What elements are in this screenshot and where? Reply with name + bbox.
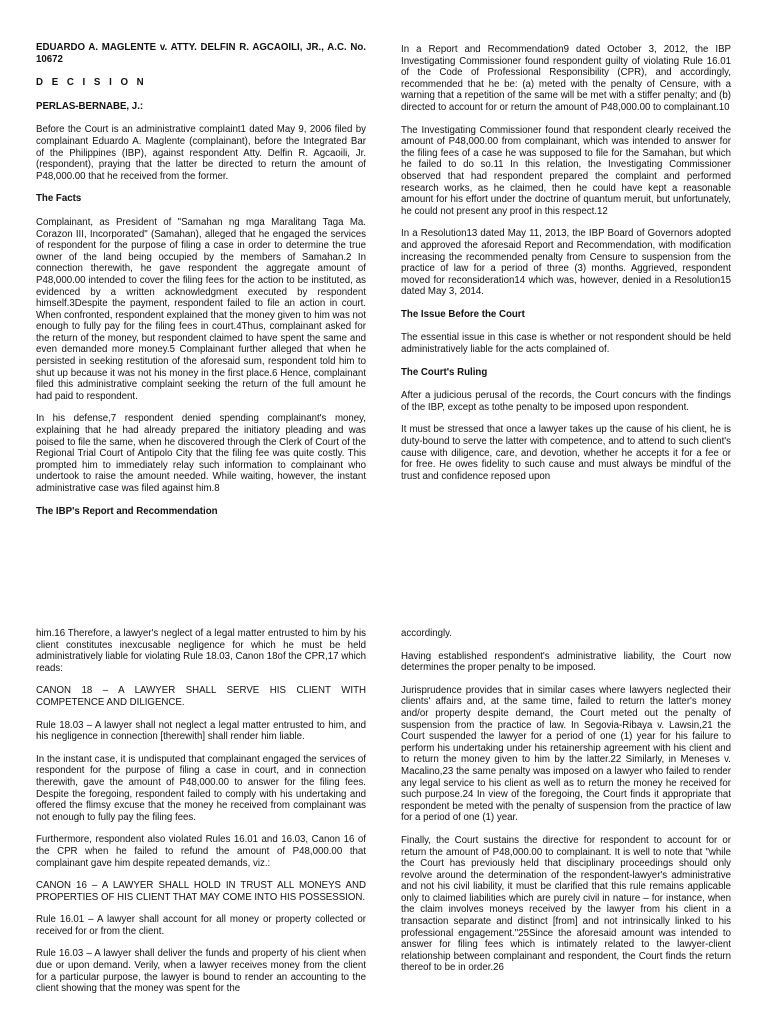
section-heading-facts: The Facts [36,193,82,205]
ponente: PERLAS-BERNABE, J.: [36,100,144,112]
page1-left-column [36,0,366,529]
rule-16-01: Rule 16.01 – A lawyer shall account for all money or property collected or received for or from the client. [36,914,366,937]
canon-16: CANON 16 – A LAWYER SHALL HOLD IN TRUST ALL MONEYS AND PROPERTIES OF HIS CLIENT THAT MAY COME INTO HIS POSSESSION. [36,880,366,903]
paragraph: The essential issue in this case is whether or not respondent should be held administratively liable for the acts complained of. [401,332,731,356]
page-gap [0,562,768,620]
page1-right-column [401,0,731,493]
rule-16-03: Rule 16.03 – A lawyer shall deliver the funds and property of his client when due or upon demand. Verily, when a lawyer receives money from the client for a particular purpose, the lawyer is bound to render an accounting to the client showing that the money was spent for the [36,948,366,995]
paragraph: Having established respondent's administrative liability, the Court now determines the proper penalty to be imposed. [401,650,731,674]
case-title: EDUARDO A. MAGLENTE v. ATTY. DELFIN R. AGCAOILI, JR., A.C. No. 10672 [36,42,366,65]
paragraph: Before the Court is an administrative complaint1 dated May 9, 2006 filed by complainant Eduardo A. Maglente (complainant), before the Integrated Bar of the Philippines (IBP), against respondent Atty. Delfin R. Agcaoili, Jr. (respondent), praying that the latter be directed to return the amount of P48,000.00 that he received from the former. [36,124,366,182]
page2-right-column [401,620,731,985]
page2-left-column [36,620,366,1006]
document-page-2 [0,620,768,1024]
section-heading-issue: The Issue Before the Court [401,308,525,320]
paragraph: In the instant case, it is undisputed that complainant engaged the services of respondent for the purpose of filing a case in court, and in connection therewith, gave the amount of P48,000.00 to answer for the filing fees. Despite the foregoing, respondent failed to comply with his undertaking and offered the flimsy excuse that the money he received from complainant was not enough to fully pay the filing fees. [36,753,366,823]
paragraph: The Investigating Commissioner found that respondent clearly received the amount of P48,000.00 from complainant, which was intended to answer for the filing fees of a case he was supposed to file for the Samahan, but which he failed to do so.11 In this relation, the Investigating Commissioner observed that had respondent prepared the complaint and performed research works, as he claimed, then he could have kept a reasonable amount for his effort under the doctrine of quantum meruit, but unfortunately, he could not present any proof in this respect.12 [401,124,731,217]
paragraph: In a Resolution13 dated May 11, 2013, the IBP Board of Governors adopted and approved the aforesaid Report and Recommendation, with modification increasing the recommended penalty from Censure to suspension from the practice of law for a period of three (3) months. Aggrieved, respondent moved for reconsideration14 which was, however, denied in a Resolution15 dated May 3, 2014. [401,228,731,298]
paragraph: accordingly. [401,628,452,639]
paragraph: It must be stressed that once a lawyer takes up the cause of his client, he is duty-bound to serve the latter with competence, and to attend to such client's cause with diligence, care, and devotion, whether he accepts it for a fee or for free. He owes fidelity to such cause and must always be mindful of the trust and confidence reposed upon [401,424,731,482]
paragraph: Finally, the Court sustains the directive for respondent to account for or return the amount of P48,000.00 to complainant. It is well to note that "while the Court has previously held that disciplinary proceedings should only revolve around the determination of the respondent-lawyer's administrative and not his civil liability, it must be clarified that this rule remains applicable only to claimed liabilities which are purely civil in nature – for instance, when the claim involves moneys received by the lawyer from his client in a transaction separate and distinct [from] and not intrinsically linked to his professional engagement."25Since the aforesaid amount was intended to answer for filing fees which is intimately related to the lawyer-client relationship between complainant and respondent, the Court finds the return thereof to be in order.26 [401,834,731,974]
paragraph: In his defense,7 respondent denied spending complainant's money, explaining that he had already prepared the initiatory pleading and was poised to file the same, when he discovered through the Clerk of Court of the Regional Trial Court of Antipolo City that the filing fee was quite costly. This prompted him to immediately relay such information to complainant who undertook to raise the amount needed. While waiting, however, the instant administrative case was filed against him.8 [36,413,366,494]
paragraph: In a Report and Recommendation9 dated October 3, 2012, the IBP Investigating Commissioner found respondent guilty of violating Rule 16.01 of the Code of Professional Responsibility (CPR), and accordingly, recommended that he be: (a) meted with the penalty of Censure, with a warning that a repetition of the same will be met with a stiffer penalty; and (b) directed to account for or return the amount of P48,000.00 to complainant.10 [401,44,731,113]
paragraph: Jurisprudence provides that in similar cases where lawyers neglected their clients' affairs and, at the same time, failed to return the latter's money and/or property despite demand, the Court meted out the penalty of suspension from the practice of law. In Segovia-Ribaya v. Lawsin,21 the Court suspended the lawyer for a period of one (1) year for his failure to perform his undertaking under his retainership agreement with his client and to return the money given to him by the latter.22 Similarly, in Meneses v. Macalino,23 the same penalty was imposed on a lawyer who failed to render any legal service to his client as well as to return the money he received for such purpose.24 In view of the foregoing, the Court finds it appropriate that respondent be meted with the penalty of suspension from the practice of law for a period of one (1) year. [401,684,731,824]
paragraph: him.16 Therefore, a lawyer's neglect of a legal matter entrusted to him by his client constitutes inexcusable negligence for which he must be held administratively liable for violating Rule 18.03, Canon 18of the CPR,17 which reads: [36,628,366,674]
section-heading-ruling: The Court's Ruling [401,366,488,378]
paragraph: Complainant, as President of "Samahan ng mga Maralitang Taga Ma. Corazon III, Incorporated" (Samahan), alleged that he engaged the services of respondent for the purpose of filing a case in order to determine the true owner of the land being occupied by the members of Samahan.2 In connection therewith, he gave respondent the aggregate amount of P48,000.00 intended to cover the filing fees for the action to be instituted, as evidenced by a written acknowledgment executed by respondent himself.3Despite the payment, respondent failed to file an action in court. When confronted, respondent explained that the money given to him was not enough to fully pay for the filing fees in court.4Thus, complainant asked for the return of the money, but respondent claimed to have spent the same and even demanded more money.5 Complainant further alleged that when he persisted in seeking restitution of the aforesaid sum, respondent told him to shut up because it was not his money in the first place.6 Hence, complainant filed this administrative complaint seeking the return of the full amount he had paid to respondent. [36,216,366,402]
paragraph: After a judicious perusal of the records, the Court concurs with the findings of the IBP, except as tothe penalty to be imposed upon respondent. [401,390,731,413]
decision-heading: D E C I S I O N [36,77,147,89]
canon-18: CANON 18 – A LAWYER SHALL SERVE HIS CLIENT WITH COMPETENCE AND DILIGENCE. [36,685,366,708]
rule-18-03: Rule 18.03 – A lawyer shall not neglect a legal matter entrusted to him, and his negligence in connection [therewith] shall render him liable. [36,719,366,743]
section-heading-ibp-report: The IBP's Report and Recommendation [36,505,218,517]
paragraph: Furthermore, respondent also violated Rules 16.01 and 16.03, Canon 16 of the CPR when he failed to refund the amount of P48,000.00 that complainant gave him despite repeated demands, viz.: [36,834,366,869]
